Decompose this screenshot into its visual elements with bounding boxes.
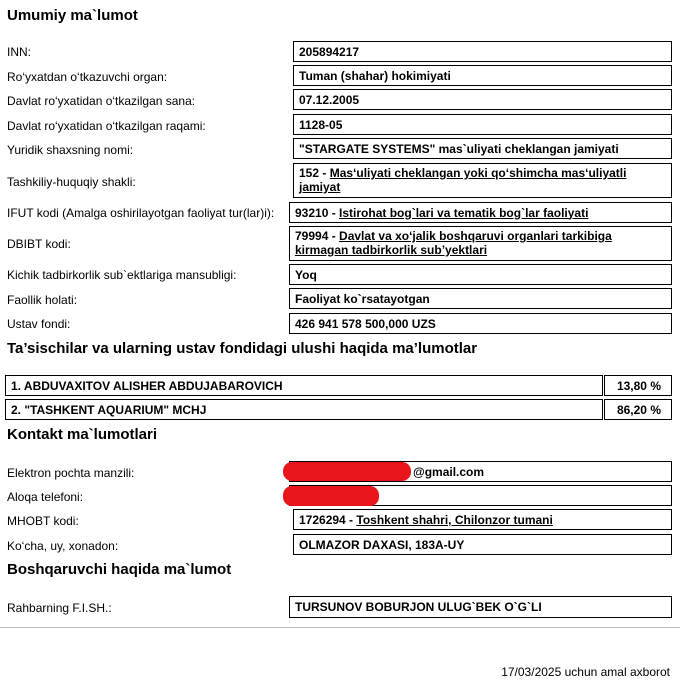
dbibt-label: DBIBT kodi: (7, 237, 71, 251)
footer-divider (0, 627, 680, 628)
mhobt-label: MHOBT kodi: (7, 514, 79, 528)
founder-row-2-share: 86,20 % (604, 399, 672, 420)
legal-form-label: Tashkiliy-huquqiy shakli: (7, 175, 136, 189)
capital-label: Ustav fondi: (7, 317, 71, 331)
small-business-value: Yoq (289, 264, 672, 285)
dbibt-sep: - (328, 229, 340, 243)
section-title-manager: Boshqaruvchi haqida ma`lumot (7, 561, 232, 578)
email-label: Elektron pochta manzili: (7, 466, 135, 480)
mhobt-code: 1726294 (299, 512, 346, 527)
dbibt-link[interactable]: Davlat va xo‘jalik boshqaruvi organlari tarkibiga kirmagan tadbirkorlik sub’yektlari (295, 229, 612, 257)
footer-note: 17/03/2025 uchun amal axborot (501, 665, 670, 679)
ifut-value (289, 202, 672, 223)
ifut-link[interactable]: Istirohat bog`lari va tematik bog`lar faoliyati (339, 205, 589, 220)
inn-label: INN: (7, 45, 31, 59)
legal-form-code: 152 (299, 166, 320, 180)
manager-name-value: TURSUNOV BOBURJON ULUG`BEK O`G`LI (289, 596, 672, 618)
reg-date-label: Davlat ro‘yxatidan o‘tkazilgan sana: (7, 94, 196, 108)
inn-value: 205894217 (293, 41, 672, 62)
reg-organ-label: Ro‘yxatdan o‘tkazuvchi organ: (7, 70, 168, 84)
email-redaction (283, 462, 411, 481)
status-value: Faoliyat ko`rsatayotgan (289, 288, 672, 309)
founder-row-1-name: 1. ABDUVAXITOV ALISHER ABDUJABAROVICH (5, 375, 603, 396)
email-domain: @gmail.com (413, 464, 485, 479)
ifut-label: IFUT kodi (Amalga oshirilayotgan faoliyat tur(lar)i): (7, 206, 275, 220)
phone-label: Aloqa telefoni: (7, 490, 84, 504)
founder-row-1-share: 13,80 % (604, 375, 672, 396)
manager-name-label: Rahbarning F.I.SH.: (7, 601, 112, 615)
address-label: Ko‘cha, uy, xonadon: (7, 539, 119, 553)
reg-number-label: Davlat ro‘yxatidan o‘tkazilgan raqami: (7, 119, 206, 133)
legal-name-label: Yuridik shaxsning nomi: (7, 143, 134, 157)
reg-date-value: 07.12.2005 (293, 89, 672, 110)
reg-organ-value: Tuman (shahar) hokimiyati (293, 65, 672, 86)
mhobt-value (293, 509, 672, 530)
dbibt-value (289, 226, 672, 261)
legal-name-value: "STARGATE SYSTEMS" mas`uliyati cheklangan jamiyati (293, 138, 672, 159)
phone-redaction (283, 486, 379, 506)
section-title-contact: Kontakt ma`lumotlari (7, 426, 158, 443)
capital-value: 426 941 578 500,000 UZS (289, 313, 672, 334)
legal-form-link[interactable]: Mas‘uliyati cheklangan yoki qo‘shimcha mas‘uliyatli jamiyat (299, 166, 627, 194)
dbibt-code: 79994 (295, 229, 329, 243)
legal-form-sep: - (319, 166, 330, 180)
reg-number-value: 1128-05 (293, 114, 672, 135)
small-business-label: Kichik tadbirkorlik sub`ektlariga mansubligi: (7, 268, 237, 282)
mhobt-sep: - (345, 512, 357, 527)
address-value: OLMAZOR DAXASI, 183A-UY (293, 534, 672, 555)
legal-form-value (293, 163, 672, 198)
founder-row-2-name: 2. "TASHKENT AQUARIUM" MCHJ (5, 399, 603, 420)
mhobt-link[interactable]: Toshkent shahri, Chilonzor tumani (356, 512, 553, 527)
section-title-general: Umumiy ma`lumot (7, 7, 138, 24)
status-label: Faollik holati: (7, 293, 78, 307)
ifut-sep: - (328, 205, 340, 220)
ifut-code: 93210 (295, 205, 329, 220)
section-title-founders: Ta’sischilar va ularning ustav fondidagi ulushi haqida ma’lumotlar (7, 340, 478, 357)
